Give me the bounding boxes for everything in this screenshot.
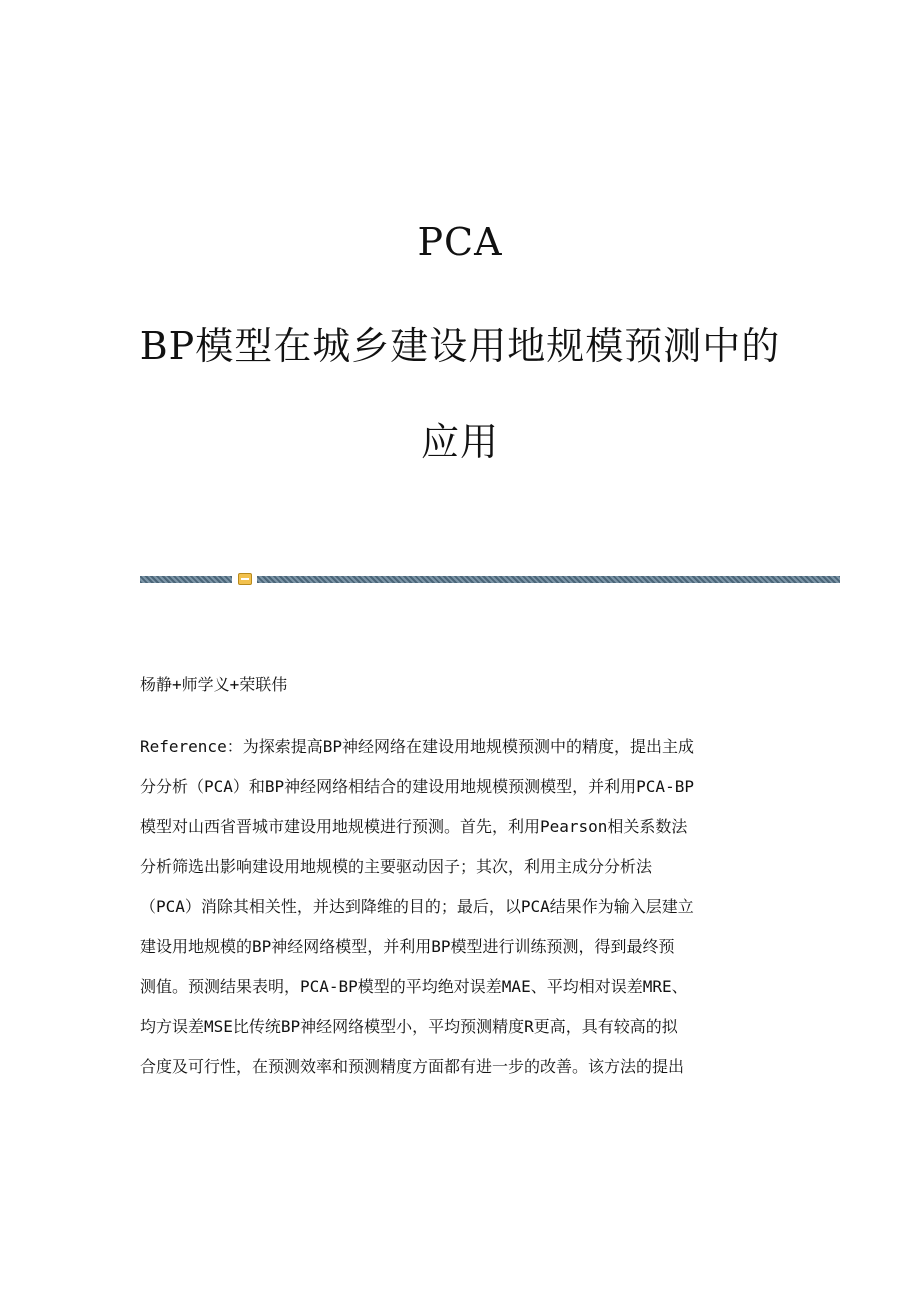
abstract-line: （PCA）消除其相关性，并达到降维的目的；最后，以PCA结果作为输入层建立 [140,897,694,916]
abstract-line: 均方误差MSE比传统BP神经网络模型小，平均预测精度R更高，具有较高的拟 [140,1017,678,1036]
abstract-line: 模型对山西省晋城市建设用地规模进行预测。首先，利用Pearson相关系数法 [140,817,688,836]
abstract-line: 建设用地规模的BP神经网络模型，并利用BP模型进行训练预测，得到最终预 [140,937,675,956]
title-line-3: 应用 [420,420,499,464]
divider-bar-right [257,576,840,583]
divider-bar-left [140,576,232,583]
abstract-line: 分析筛选出影响建设用地规模的主要驱动因子；其次，利用主成分分析法 [140,857,653,876]
abstract-line: 测值。预测结果表明，PCA-BP模型的平均绝对误差MAE、平均相对误差MRE、 [140,977,688,996]
abstract-line: 合度及可行性，在预测效率和预测精度方面都有进一步的改善。该方法的提出 [140,1057,685,1076]
abstract [140,727,780,1087]
divider-ornament-icon [238,573,252,585]
authors: 杨静+师学义+荣联伟 [140,675,288,694]
abstract-line: 分分析（PCA）和BP神经网络相结合的建设用地规模预测模型，并利用PCA-BP [140,777,694,796]
title-line-2: BP模型在城乡建设用地规模预测中的 [139,324,781,368]
abstract-line: Reference：为探索提高BP神经网络在建设用地规模预测中的精度，提出主成 [140,737,694,756]
title-line-1: PCA [417,220,503,264]
decorative-divider [140,573,840,585]
